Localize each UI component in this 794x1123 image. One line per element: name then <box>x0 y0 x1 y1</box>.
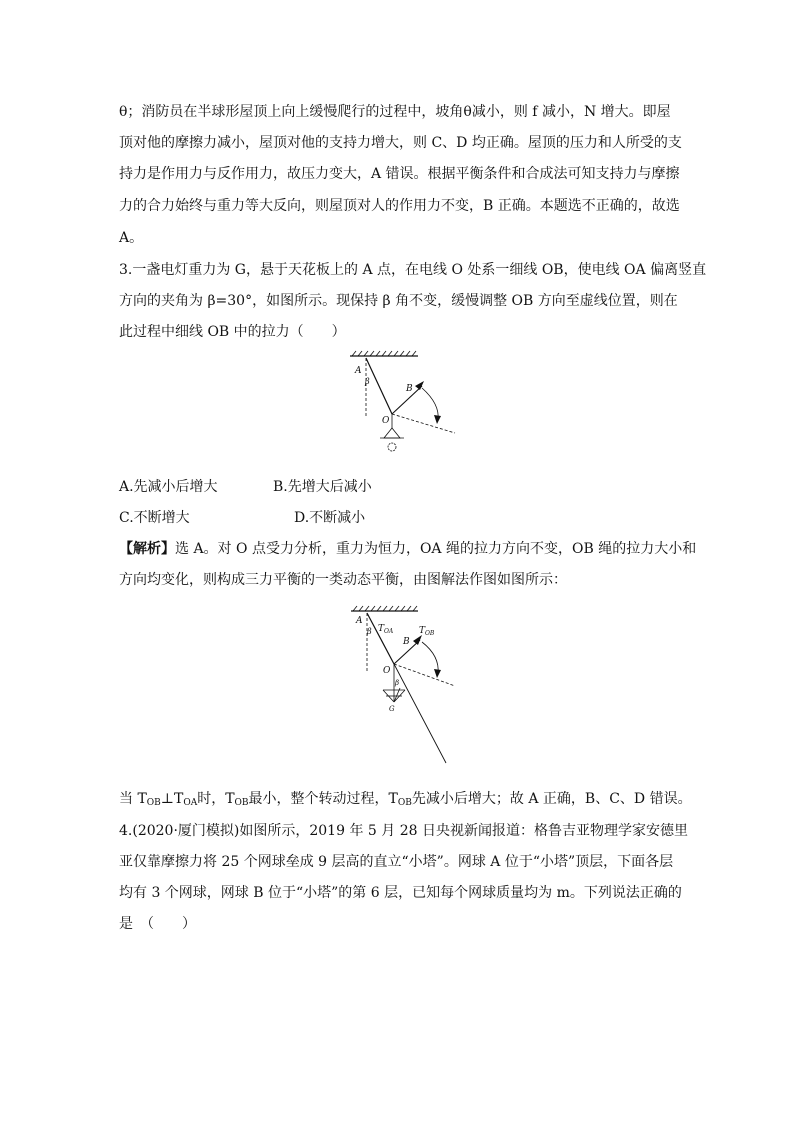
question4-line-2: 亚仅靠摩擦力将 25 个网球垒成 9 层高的直立“小塔”。网球 A 位于“小塔”顶层，下面各层 <box>119 854 674 870</box>
analysis-line-2: 方向均变化，则构成三力平衡的一类动态平衡，由图解法作图如图所示： <box>119 572 567 588</box>
option-d: D.不断减小 <box>294 510 366 526</box>
question3-line-2: 方向的夹角为 β=30°，如图所示。现保持 β 角不变，缓慢调整 OB 方向至虚线位置，则在 <box>119 293 678 309</box>
question4-line-3: 均有 3 个网球，网球 B 位于“小塔”的第 6 层，已知每个网球质量均为 m。下列说法正确的 <box>119 885 682 901</box>
question4-line-1: 4.(2020·厦门模拟)如图所示，2019 年 5 月 28 日央视新闻报道：格鲁吉亚物理学家安德里 <box>119 823 688 839</box>
paragraph-line-5: A。 <box>119 230 144 246</box>
paragraph-line-2: 顶对他的摩擦力减小，屋顶对他的支持力增大，则 C、D 均正确。屋顶的压力和人所受的支 <box>119 135 682 151</box>
question3-line-1: 3.一盏电灯重力为 G，悬于天花板上的 A 点，在电线 O 处系一细线 OB，使电线 OA 偏离竖直 <box>119 262 707 278</box>
label-beta: β <box>367 627 372 636</box>
conclusion-line: 当 TOB⊥TOA时，TOB最小，整个转动过程，TOB先减小后增大；故 A 正确，B、C、D 错误。 <box>119 791 692 808</box>
analysis-text-1: 选 A。对 O 点受力分析，重力为恒力，OA 绳的拉力方向不变，OB 绳的拉力大小和 <box>175 541 697 557</box>
question4-line-4: 是 （ ） <box>119 916 196 932</box>
label-a: A <box>355 366 362 376</box>
question3-line-3: 此过程中细线 OB 中的拉力（ ） <box>119 324 346 340</box>
paragraph-line-1: θ；消防员在半球形屋顶上向上缓慢爬行的过程中，坡角θ减小，则 f 减小，N 增大。即屋 <box>119 104 671 120</box>
option-c: C.不断增大 <box>119 510 190 526</box>
label-b: B <box>406 384 413 394</box>
paragraph-line-3: 持力是作用力与反作用力，故压力变大，A 错误。根据平衡条件和合成法可知支持力与摩擦 <box>119 166 680 182</box>
label-t-oa: $T_{OA}$ <box>378 624 394 635</box>
label-o: O <box>383 666 391 676</box>
label-beta: β <box>365 377 370 386</box>
label-o: O <box>382 416 390 426</box>
label-beta-2: β <box>395 679 400 687</box>
figure-1-diagram <box>340 345 470 455</box>
label-t-ob: $T_{OB}$ <box>419 626 435 637</box>
option-b: B.先增大后减小 <box>273 479 372 495</box>
label-b: B <box>403 637 410 647</box>
analysis-tag: 【解析】 <box>119 541 175 557</box>
figure-2-diagram <box>340 600 480 770</box>
paragraph-line-4: 力的合力始终与重力等大反向，则屋顶对人的作用力不变，B 正确。本题选不正确的，故选 <box>119 198 680 214</box>
option-a: A.先减小后增大 <box>119 479 218 495</box>
analysis-line-1 <box>119 539 696 559</box>
label-a: A <box>356 616 363 626</box>
label-g: G <box>389 705 395 713</box>
